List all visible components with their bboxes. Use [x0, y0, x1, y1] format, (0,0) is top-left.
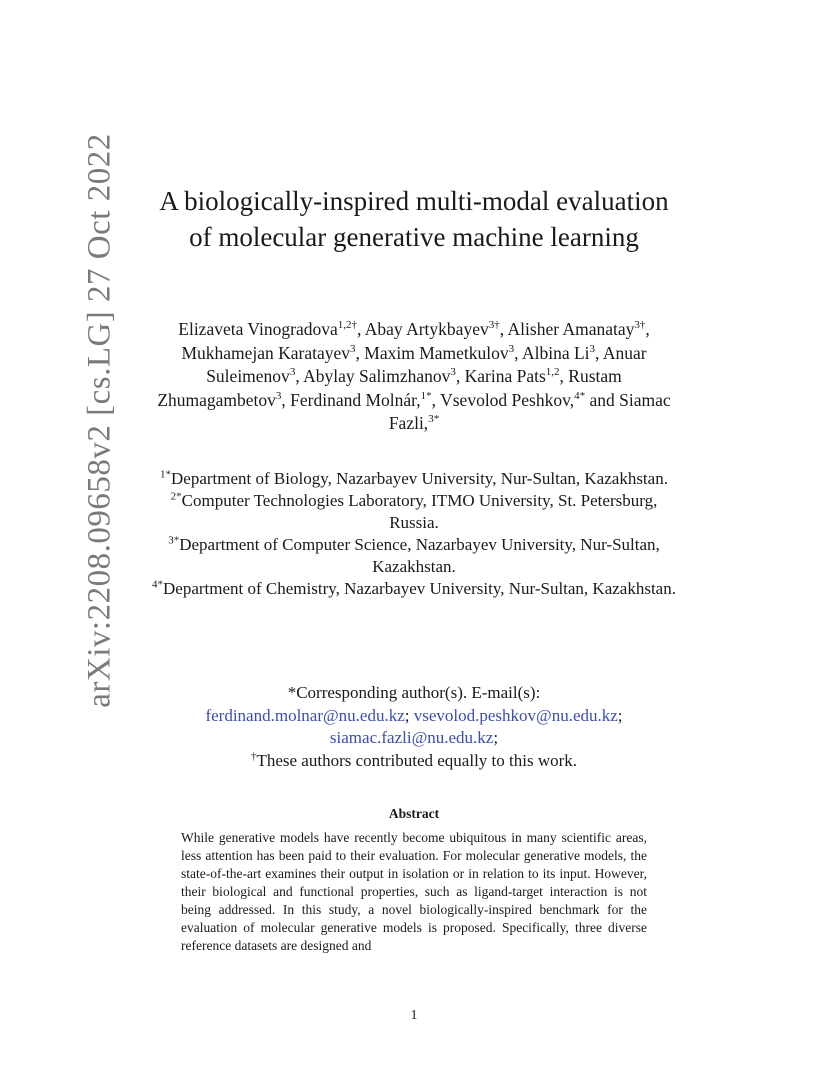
affiliation	[150, 534, 678, 578]
affiliation-marker: 3*	[168, 534, 180, 547]
affiliation-marker: 1*	[160, 468, 172, 481]
affiliation-marker: 2*	[170, 490, 182, 503]
affiliation	[150, 468, 678, 490]
author-affiliation-mark: 3	[289, 366, 296, 379]
corresponding-label: *Corresponding author(s). E-mail(s):	[287, 683, 541, 702]
author-name: Anuar Suleimenov	[206, 342, 647, 386]
arxiv-identifier-stamp	[80, 132, 120, 708]
affiliation-marker: 4*	[152, 578, 164, 591]
email-line-1: ferdinand.molnar@nu.edu.kz; vsevolod.peshkov@nu.edu.kz;	[205, 705, 623, 725]
author-affiliation-mark: 3	[508, 342, 515, 355]
equal-contribution-text: These authors contributed equally to this work.	[256, 750, 578, 770]
author-name: Ferdinand Molnár,	[290, 389, 421, 410]
author-name: Abay Artykbayev	[364, 319, 489, 339]
author-name: Mukhamejan Karatayev	[181, 342, 351, 363]
affiliation-list	[150, 468, 678, 600]
affiliation	[150, 578, 678, 600]
author-affiliation-mark: 3	[275, 389, 282, 402]
abstract-text: While generative models have recently become ubiquitous in many scientific areas, less attention has been paid to their evaluation. For molecular generative models, the state-of-the-art examines their output in isolation or in relation to its input. However, their biological and functional properties, such as ligand-target interaction is not being addressed. In this study, a novel biologically-inspired benchmark for the evaluation of molecular generative models is proposed. Specifically, three diverse reference datasets are designed and	[181, 830, 647, 953]
email-line-2: siamac.fazli@nu.edu.kz;	[329, 728, 499, 747]
email-link-fazli[interactable]: siamac.fazli@nu.edu.kz	[329, 728, 494, 747]
author-affiliation-mark: 1,2†	[337, 319, 357, 332]
corresponding-block	[150, 682, 678, 772]
author-affiliation-mark: 1,2	[545, 366, 560, 379]
arxiv-identifier-text: arXiv:2208.09658v2 [cs.LG] 27 Oct 2022	[81, 132, 118, 708]
affiliation	[150, 490, 678, 534]
author-name: Siamac Fazli,	[388, 389, 671, 433]
author-name: Albina Li	[521, 342, 590, 363]
author-affiliation-mark: 3	[589, 342, 596, 355]
author-affiliation-mark: 4*	[574, 389, 586, 402]
dagger-marker: †	[250, 749, 257, 762]
author-name: Elizaveta Vinogradova	[178, 319, 338, 339]
author-name: Rustam Zhumagambetov	[157, 366, 622, 410]
author-name: Abylay Salimzhanov	[303, 366, 451, 386]
author-affiliation-mark: 3	[350, 342, 356, 355]
author-affiliation-mark: 3	[450, 366, 456, 379]
email-link-molnar[interactable]: ferdinand.molnar@nu.edu.kz	[205, 705, 405, 725]
author-affiliation-mark: 3†	[634, 319, 646, 332]
affiliation-text: Department of Biology, Nazarbayev University, Nur-Sultan, Kazakhstan.	[171, 469, 668, 488]
affiliation-text: Department of Chemistry, Nazarbayev University, Nur-Sultan, Kazakhstan.	[163, 579, 676, 598]
equal-contribution-note	[150, 750, 678, 773]
page-number: 1	[410, 1008, 418, 1023]
author-name: Vsevolod Peshkov,	[440, 389, 575, 410]
abstract-heading: Abstract	[388, 806, 440, 821]
author-name: Alisher Amanatay	[507, 319, 635, 339]
paper-title: A biologically-inspired multi-modal evaluation of molecular generative machine learning	[159, 186, 669, 252]
author-affiliation-mark: 3*	[428, 413, 440, 426]
author-affiliation-mark: 3†	[488, 319, 500, 332]
author-name: Maxim Mametkulov	[364, 342, 509, 363]
affiliation-text: Department of Computer Science, Nazarbayev University, Nur-Sultan, Kazakhstan.	[179, 535, 660, 576]
email-link-peshkov[interactable]: vsevolod.peshkov@nu.edu.kz	[413, 705, 618, 725]
author-name: Karina Pats	[464, 366, 546, 386]
author-affiliation-mark: 1*	[420, 389, 432, 402]
author-list: Elizaveta Vinogradova$^{1,2\dagger}$, Abay Artykbayev$^{3\dagger}$, Alisher Amanatay$^{3\dagger}$, Mukhamejan Karatayev$^3$, Maxim Mametkulov$^3$, Albina Li$^3$, Anuar Suleimenov$^3$, Abylay Salimzhanov$^3$, Karina Pats$^{1,2}$, Rustam Zhumagambetov$^3$, Ferdinand Molnár,$^{1*}$, Vsevolod Peshkov,$^{4*}$ and Siamac Fazli,$^{3*}$	[157, 319, 671, 433]
affiliation-text: Computer Technologies Laboratory, ITMO University, St. Petersburg, Russia.	[181, 491, 658, 532]
